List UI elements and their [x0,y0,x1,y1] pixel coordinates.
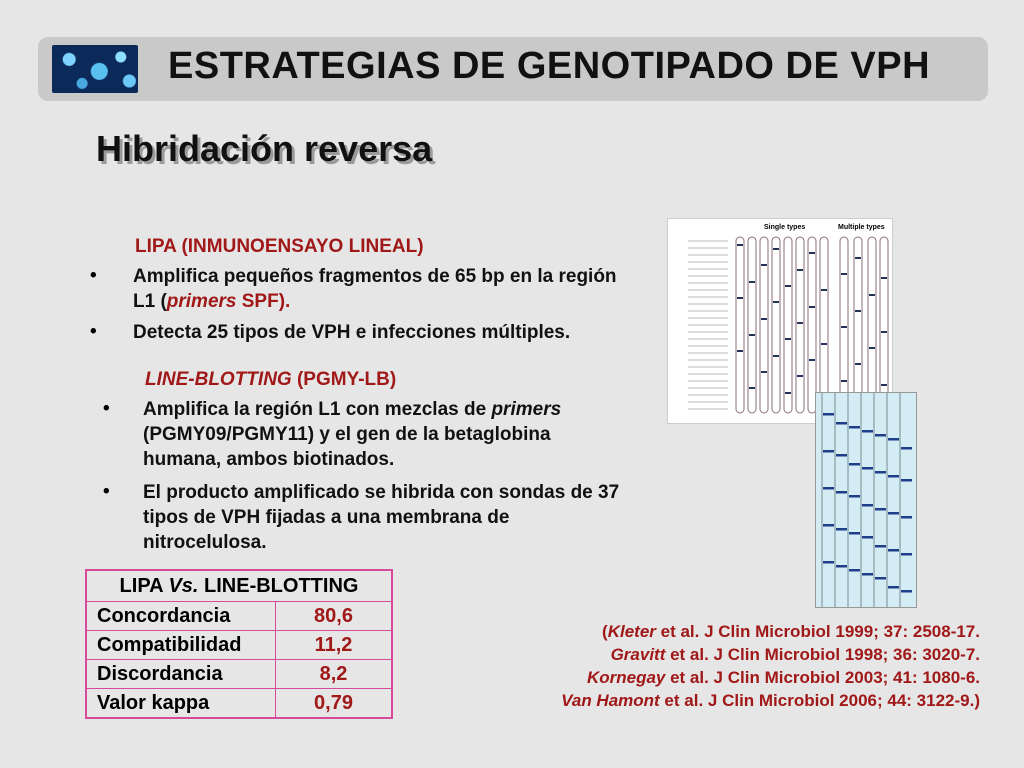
strip-lane [784,237,792,413]
blot-band [875,545,886,548]
strip-band [797,322,803,324]
reference: Van Hamont et al. J Clin Microbiol 2006; 44: 3122-9.) [561,691,980,710]
strip-band [881,331,887,333]
comparison-table [85,569,393,719]
blot-band [862,467,873,470]
blot-band [836,454,847,457]
strip-band [855,257,861,259]
bullet-marker: • [90,321,97,342]
line-bullet-1: Amplifica la región L1 con mezclas de primers (PGMY09/PGMY11) y el gen de la betaglobina humana, ambos biotinados. [143,399,562,470]
reference: Gravitt et al. J Clin Microbiol 1998; 36: 3020-7. [610,645,980,664]
line-blot-graphic [816,393,916,607]
strip-band [841,380,847,382]
strip-band [773,301,779,303]
strip-band [841,326,847,328]
blot-band [849,463,860,466]
strip-band [869,294,875,296]
blot-band [901,590,912,593]
strip-band [785,338,791,340]
table-row: Compatibilidad 11,2 [86,631,392,660]
virus-image [52,45,138,93]
strip-band [881,384,887,386]
strip-label-multiple: Multiple types [838,224,885,231]
strip-band [855,363,861,365]
strip-lane [808,237,816,413]
strip-band [797,375,803,377]
blot-band [836,491,847,494]
strip-lane [748,237,756,413]
subtitle: Hibridación reversa [96,128,433,169]
strip-lane [736,237,744,413]
blot-band [836,528,847,531]
blot-band [849,532,860,535]
strip-lane [796,237,804,413]
strip-band [809,306,815,308]
strip-lane [760,237,768,413]
strip-band [797,269,803,271]
strip-band [737,297,743,299]
blot-band [823,450,834,453]
table-row: Concordancia 80,6 [86,602,392,631]
strip-lane [854,237,862,413]
blot-band [862,430,873,433]
bullet-marker: • [90,265,97,286]
reference: (Kleter et al. J Clin Microbiol 1999; 37: 2508-17. [602,622,980,641]
blot-band [888,438,899,441]
blot-band [823,413,834,416]
bullet-marker: • [103,481,110,502]
line-bullet-2: El producto amplificado se hibrida con sondas de 37 tipos de VPH fijadas a una membrana de nitrocelulosa. [143,482,620,553]
blot-band [901,516,912,519]
blot-band [875,577,886,580]
lipa-bullet-1: Amplifica pequeños fragmentos de 65 bp en la región L1 (primers SPF). [133,266,617,312]
strip-band [841,273,847,275]
strip-lane [840,237,848,413]
strip-lane [880,237,888,413]
blot-band [875,471,886,474]
references [561,620,980,712]
strip-band [737,350,743,352]
strip-lane [820,237,828,413]
blot-band [823,524,834,527]
blot-band [875,434,886,437]
strip-band [761,264,767,266]
blot-band [849,569,860,572]
table-header: LIPA Vs. LINE-BLOTTING [86,570,392,602]
strip-band [855,310,861,312]
strip-band [869,347,875,349]
blot-band [849,426,860,429]
table-row: Discordancia 8,2 [86,660,392,689]
strip-band [749,387,755,389]
bullet-marker: • [103,398,110,419]
blot-band [901,479,912,482]
blot-band [823,561,834,564]
strip-band [881,277,887,279]
blot-band [849,495,860,498]
strip-band [761,318,767,320]
strip-band [749,334,755,336]
blot-band [875,508,886,511]
blot-band [862,573,873,576]
strip-band [749,281,755,283]
strip-lane [868,237,876,413]
blot-band [823,487,834,490]
blot-band [836,565,847,568]
blot-band [901,447,912,450]
strip-lane [772,237,780,413]
strip-label-single: Single types [764,224,806,231]
lipa-heading: LIPA (INMUNOENSAYO LINEAL) [135,236,424,257]
strip-band [821,343,827,345]
strip-band [785,285,791,287]
title-bar [38,37,988,101]
page-title: ESTRATEGIAS DE GENOTIPADO DE VPH [168,45,931,87]
table-row: Valor kappa 0,79 [86,689,392,719]
blot-band [888,475,899,478]
blot-band [836,422,847,425]
reference: Kornegay et al. J Clin Microbiol 2003; 41: 1080-6. [586,668,980,687]
strip-band [773,355,779,357]
strip-band [809,252,815,254]
line-blot-strip-image [815,392,917,608]
blot-band [888,512,899,515]
lipa-bullet-2: Detecta 25 tipos de VPH e infecciones múltiples. [133,322,571,343]
strip-band [761,371,767,373]
strip-band [809,359,815,361]
blot-band [862,504,873,507]
blot-band [888,549,899,552]
blot-band [862,536,873,539]
strip-band [821,289,827,291]
blot-band [888,586,899,589]
blot-band [901,553,912,556]
line-heading: LINE-BLOTTING (PGMY-LB) [145,369,397,390]
strip-band [737,244,743,246]
strip-band [773,248,779,250]
strip-band [785,392,791,394]
